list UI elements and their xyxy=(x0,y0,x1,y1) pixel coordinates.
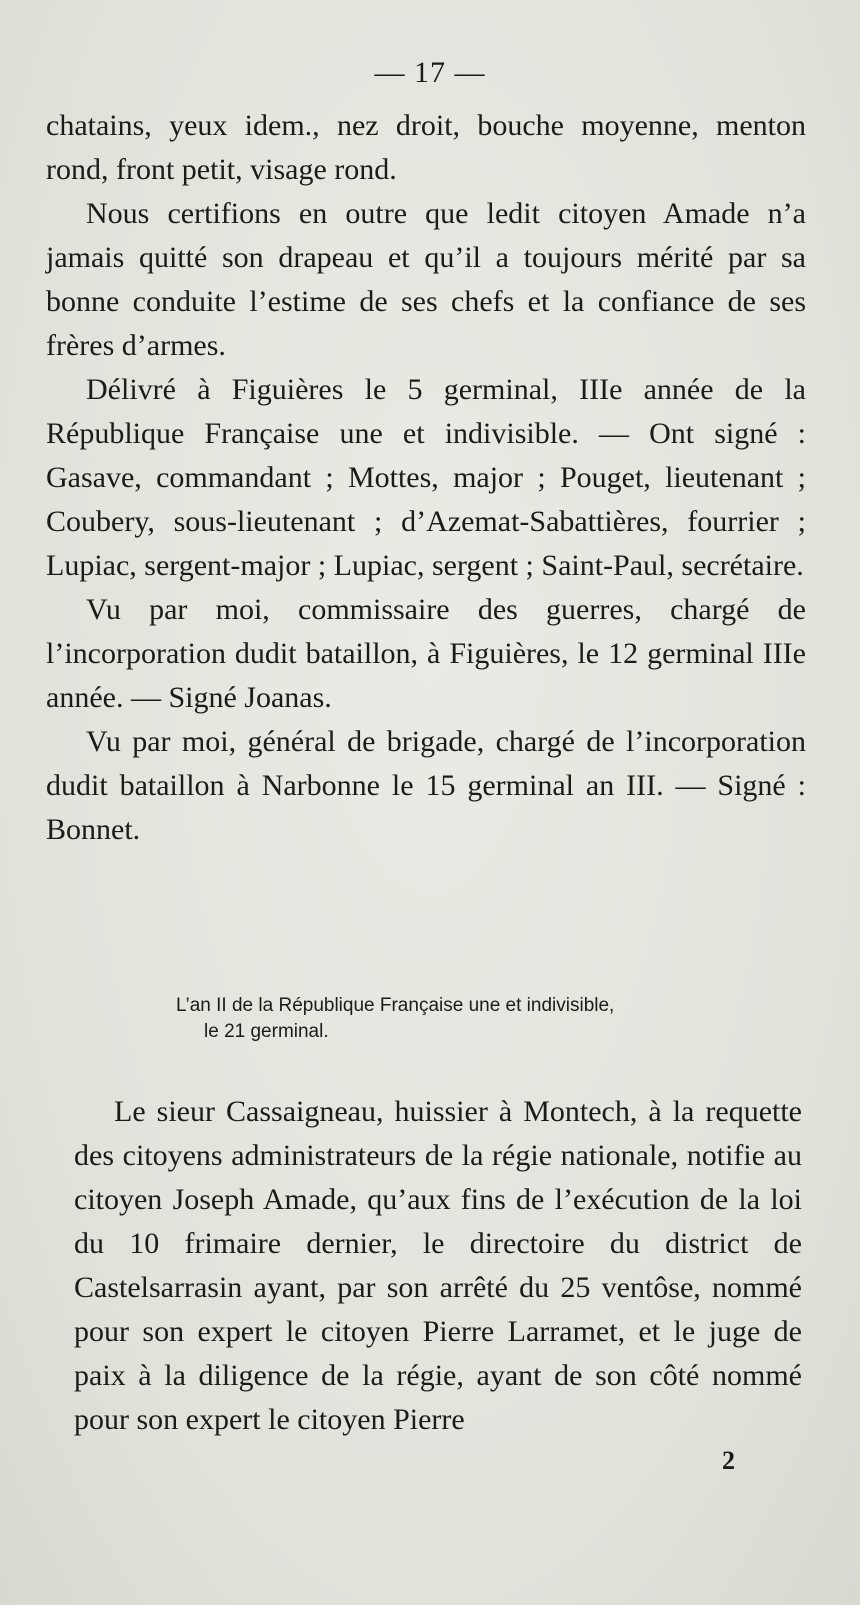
dated-heading-line1: L’an II de la République Française une et indivisible, xyxy=(176,995,615,1016)
paragraph-delivery: Délivré à Figuières le 5 germinal, IIIe année de la République Française une et indivisible. — Ont signé : Gasave, commandant ; Mottes, major ; Pouget, lieutenant ; Coubery, sous-lieutenant ; d’Azemat-Sabattières, fourrier ; Lupiac, sergent-major ; Lupiac, sergent ; Saint-Paul, secrétaire. xyxy=(46,373,806,582)
dated-heading-line2: le 21 germinal. xyxy=(204,1021,329,1042)
paragraph-commissaire: Vu par moi, commissaire des guerres, chargé de l’incorporation dudit bataillon, à Figuières, le 12 germinal IIIe année. — Signé Joanas. xyxy=(46,593,806,714)
paragraph-general: Vu par moi, général de brigade, chargé de l’incorporation dudit bataillon à Narbonne le 15 germinal an III. — Signé : Bonnet. xyxy=(46,725,806,846)
notification-text-block xyxy=(74,1090,802,1442)
dated-heading xyxy=(176,993,816,1045)
signature-mark: 2 xyxy=(722,1446,735,1475)
main-text-block xyxy=(46,104,806,852)
page-number: — 17 — xyxy=(374,56,486,89)
paragraph-notification: Le sieur Cassaigneau, huissier à Montech, à la requette des citoyens administrateurs de la régie nationale, notifie au citoyen Joseph Amade, qu’aux fins de l’exécution de la loi du 10 frimaire dernier, le directoire du district de Castelsarrasin ayant, par son arrêté du 25 ventôse, nommé pour son expert le citoyen Pierre Larramet, et le juge de paix à la diligence de la régie, ayant de son côté nommé pour son expert le citoyen Pierre xyxy=(74,1095,802,1436)
paragraph-description: chatains, yeux idem., nez droit, bouche moyenne, menton rond, front petit, visage rond. xyxy=(46,109,806,186)
paragraph-certification: Nous certifions en outre que ledit citoyen Amade n’a jamais quitté son drapeau et qu’il a toujours mérité par sa bonne conduite l’estime de ses chefs et la confiance de ses frères d’armes. xyxy=(46,197,806,362)
